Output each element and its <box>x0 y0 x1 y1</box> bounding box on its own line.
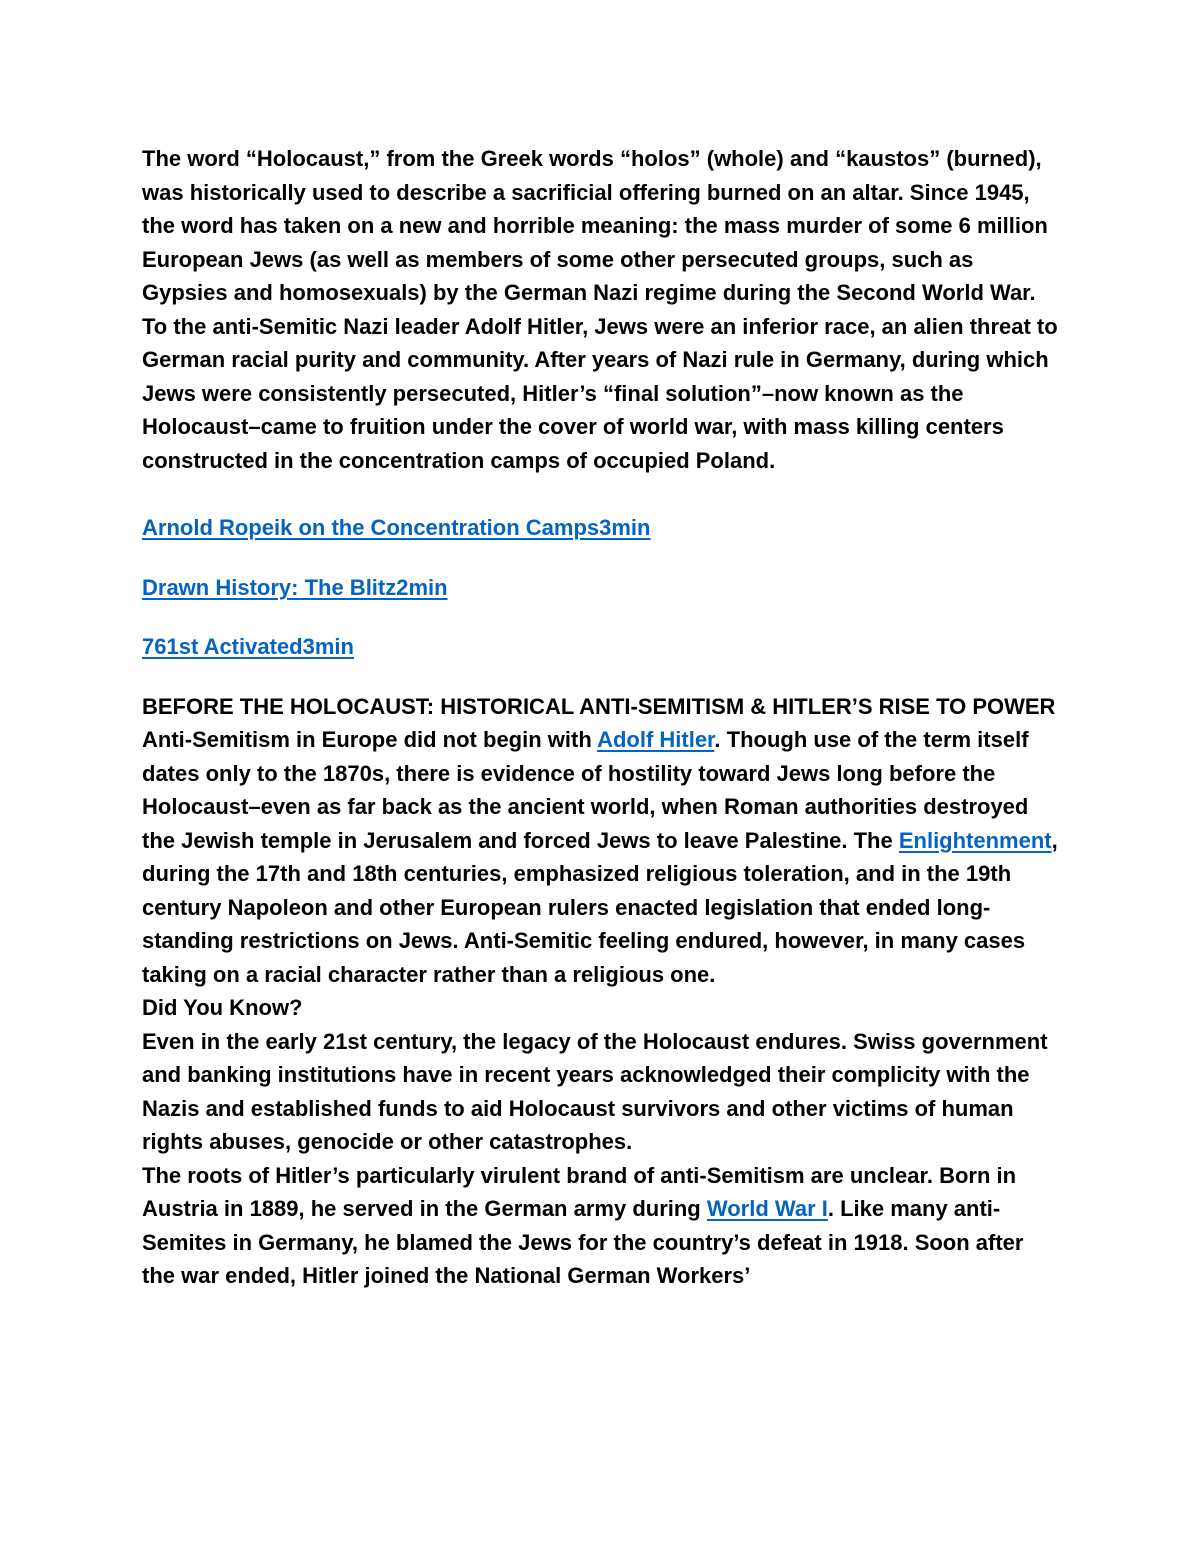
video-link-item <box>142 571 1062 605</box>
world-war-i-link[interactable]: World War I <box>706 1196 828 1221</box>
anti-semitism-paragraph <box>142 723 1062 991</box>
paragraph-text: Anti-Semitism in Europe did not begin with <box>142 727 598 752</box>
spacer <box>142 604 1062 630</box>
paragraph-text: . Like many anti-Semites in Germany, he blamed the Jews for the country’s defeat in 1918. Soon after the war ended, Hitler joined the National German Workers’ <box>142 1196 1024 1288</box>
spacer <box>142 477 1062 511</box>
did-you-know-text: Even in the early 21st century, the legacy of the Holocaust endures. Swiss government and banking institutions have in recent years acknowledged their complicity with the Nazis and established funds to aid Holocaust survivors and other victims of human rights abuses, genocide or other catastrophes. <box>142 1028 1048 1154</box>
video-link-the-blitz[interactable]: Drawn History: The Blitz2min <box>142 574 448 600</box>
paragraph-text: . Though use of the term itself dates only to the 1870s, there is evidence of hostility toward Jews long before the Holocaust–even as far back as the ancient world, when Roman authorities destroyed the Jewish temple in Jerusalem and forced Jews to leave Palestine. The <box>142 727 1029 853</box>
enlightenment-link[interactable]: Enlightenment <box>898 827 1052 853</box>
section-heading: BEFORE THE HOLOCAUST: HISTORICAL ANTI-SEMITISM & HITLER’S RISE TO POWER <box>142 693 1056 719</box>
hitler-roots-paragraph <box>142 1159 1062 1293</box>
video-link-item <box>142 511 1062 545</box>
intro-paragraph: The word “Holocaust,” from the Greek words “holos” (whole) and “kaustos” (burned), was historically used to describe a sacrificial offering burned on an altar. Since 1945, the word has taken on a new and horrible meaning: the mass murder of some 6 million European Jews (as well as members of some other persecuted groups, such as Gypsies and homosexuals) by the German Nazi regime during the Second World War. To the anti-Semitic Nazi leader Adolf Hitler, Jews were an inferior race, an alien threat to German racial purity and community. After years of Nazi rule in Germany, during which Jews were consistently persecuted, Hitler’s “final solution”–now known as the Holocaust–came to fruition under the cover of world war, with mass killing centers constructed in the concentration camps of occupied Poland. <box>142 146 1058 473</box>
document-page <box>142 142 1062 1293</box>
video-link-761st-activated[interactable]: 761st Activated3min <box>142 634 354 659</box>
spacer <box>142 545 1062 571</box>
paragraph-text: , during the 17th and 18th centuries, emphasized religious toleration, and in the 19th century Napoleon and other European rulers enacted legislation that ended long-standing restrictions on Jews. Anti-Semitic feeling endured, however, in many cases taking on a racial character rather than a religious one. <box>142 827 1058 987</box>
paragraph-text: The roots of Hitler’s particularly virulent brand of anti-Semitism are unclear. Born in Austria in 1889, he served in the German army during <box>142 1162 1017 1221</box>
adolf-hitler-link[interactable]: Adolf Hitler <box>597 727 715 752</box>
did-you-know-label: Did You Know? <box>142 995 303 1020</box>
video-link-item <box>142 630 1062 664</box>
video-link-concentration-camps[interactable]: Arnold Ropeik on the Concentration Camps3min <box>142 515 651 540</box>
